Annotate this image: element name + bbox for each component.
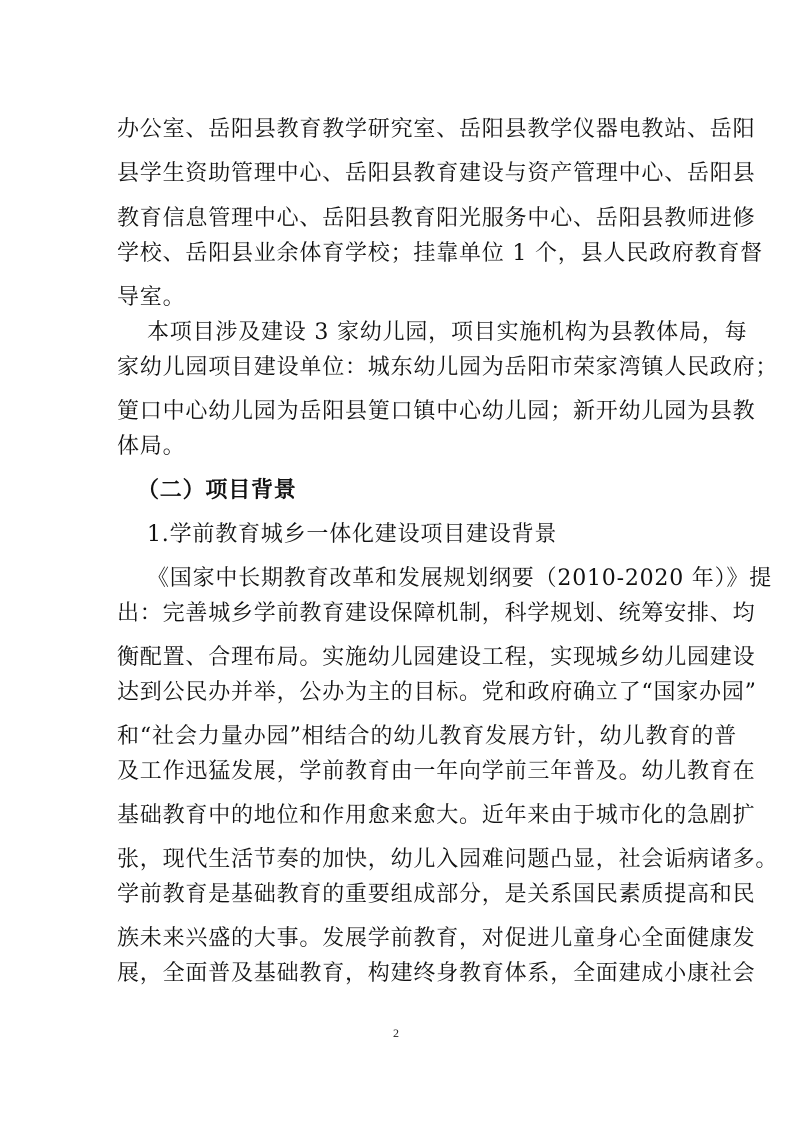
paragraph-3-line-1: 《国家中长期教育改革和发展规划纲要（2010-2020 年）》提 [147,566,773,591]
paragraph-3-line-10: 族未来兴盛的大事。发展学前教育，对促进儿童身心全面健康发 [117,926,756,951]
paragraph-3-line-3: 衡配置、合理布局。实施幼儿园建设工程，实现城乡幼儿园建设 [117,645,756,670]
paragraph-3-line-4: 达到公民办并举，公办为主的目标。党和政府确立了“国家办园” [117,680,757,705]
subheading: 1.学前教育城乡一体化建设项目建设背景 [147,522,558,547]
paragraph-3-line-9: 学前教育是基础教育的重要组成部分，是关系国民素质提高和民 [117,882,756,907]
paragraph-1-line-3: 教育信息管理中心、岳阳县教育阳光服务中心、岳阳县教师进修 [117,206,756,231]
section-heading: （二）项目背景 [137,478,297,503]
paragraph-2-line-4: 体局。 [117,434,186,459]
paragraph-2-line-1: 本项目涉及建设 3 家幼儿园，项目实施机构为县教体局，每 [147,320,748,345]
paragraph-1-line-2: 县学生资助管理中心、岳阳县教育建设与资产管理中心、岳阳县 [117,161,756,186]
paragraph-3-line-8: 张，现代生活节奏的加快，幼儿入园难问题凸显，社会诟病诸多。 [117,847,779,872]
paragraph-3-line-11: 展，全面普及基础教育，构建终身教育体系，全面建成小康社会 [117,961,756,986]
paragraph-3-line-2: 出：完善城乡学前教育建设保障机制，科学规划、统筹安排、均 [117,601,756,626]
paragraph-3-line-6: 及工作迅猛发展，学前教育由一年向学前三年普及。幼儿教育在 [117,759,756,784]
page-number: 2 [393,1026,399,1040]
paragraph-1-line-4: 学校、岳阳县业余体育学校；挂靠单位 1 个，县人民政府教育督 [117,241,763,266]
paragraph-2-line-3: 筻口中心幼儿园为岳阳县筻口镇中心幼儿园；新开幼儿园为县教 [117,399,756,424]
paragraph-1-line-1: 办公室、岳阳县教育教学研究室、岳阳县教学仪器电教站、岳阳 [117,117,756,142]
paragraph-3-line-5: 和“社会力量办园”相结合的幼儿教育发展方针，幼儿教育的普 [117,724,737,749]
paragraph-2-line-2: 家幼儿园项目建设单位：城东幼儿园为岳阳市荣家湾镇人民政府； [117,355,779,380]
paragraph-3-line-7: 基础教育中的地位和作用愈来愈大。近年来由于城市化的急剧扩 [117,803,756,828]
paragraph-1-line-5: 导室。 [117,285,186,310]
